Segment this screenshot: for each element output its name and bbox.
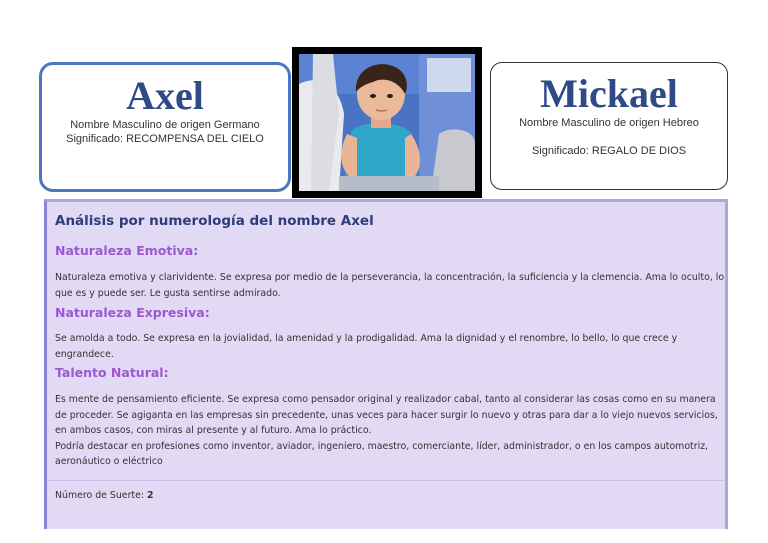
section-text-professions: Podría destacar en profesiones como inventor, aviador, ingeniero, maestro, comerciante, líder, administrador, o en los campos automotriz, aeronáutico o eléctrico (55, 440, 709, 467)
section-text: Es mente de pensamiento eficiente. Se expresa como pensador original y realizador cabal, tanto al considerar las cosas como en su manera de proceder. Se agiganta en las empresas sin precedente, unas veces para hacer surgir lo nuevo y otras para dar a lo viejo nuevos servicios, en ambos casos, con miras al presente y al futuro. Ama lo práctico. (55, 394, 718, 436)
name-title: Mickael (540, 71, 678, 116)
luck-label: Número de Suerte: (55, 489, 148, 501)
numerology-analysis-panel (44, 199, 728, 529)
name-card-mickael (490, 62, 728, 190)
section-heading: Talento Natural: (55, 365, 169, 380)
name-meaning: Significado: RECOMPENSA DEL CIELO (66, 133, 264, 145)
analysis-title: Análisis por numerología del nombre Axel (55, 213, 374, 229)
name-title: Axel (126, 73, 204, 118)
name-card-axel (39, 62, 291, 192)
section-text: Naturaleza emotiva y clarividente. Se expresa por medio de la perseverancia, la concentración, la suficiencia y la clemencia. Ama lo oculto, lo que es y puede ser. Le gusta sentirse admirado. (55, 272, 725, 299)
name-origin: Nombre Masculino de origen Hebreo (519, 117, 699, 129)
photo-frame (292, 47, 482, 198)
section-heading: Naturaleza Emotiva: (55, 243, 199, 258)
luck-value: 2 (147, 489, 154, 501)
section-heading: Naturaleza Expresiva: (55, 305, 210, 320)
name-meaning: Significado: REGALO DE DIOS (531, 145, 687, 157)
section-talent (55, 364, 725, 470)
name-origin: Nombre Masculino de origen Germano (70, 119, 260, 131)
child-photo (299, 54, 475, 191)
section-text: Se amolda a todo. Se expresa en la jovialidad, la amenidad y la prodigalidad. Ama la dignidad y el renombre, lo bello, lo que crece y engrandece. (55, 333, 678, 360)
luck-number (55, 489, 725, 503)
section-expressive (55, 304, 725, 362)
divider (47, 480, 728, 481)
section-emotive (55, 242, 725, 301)
